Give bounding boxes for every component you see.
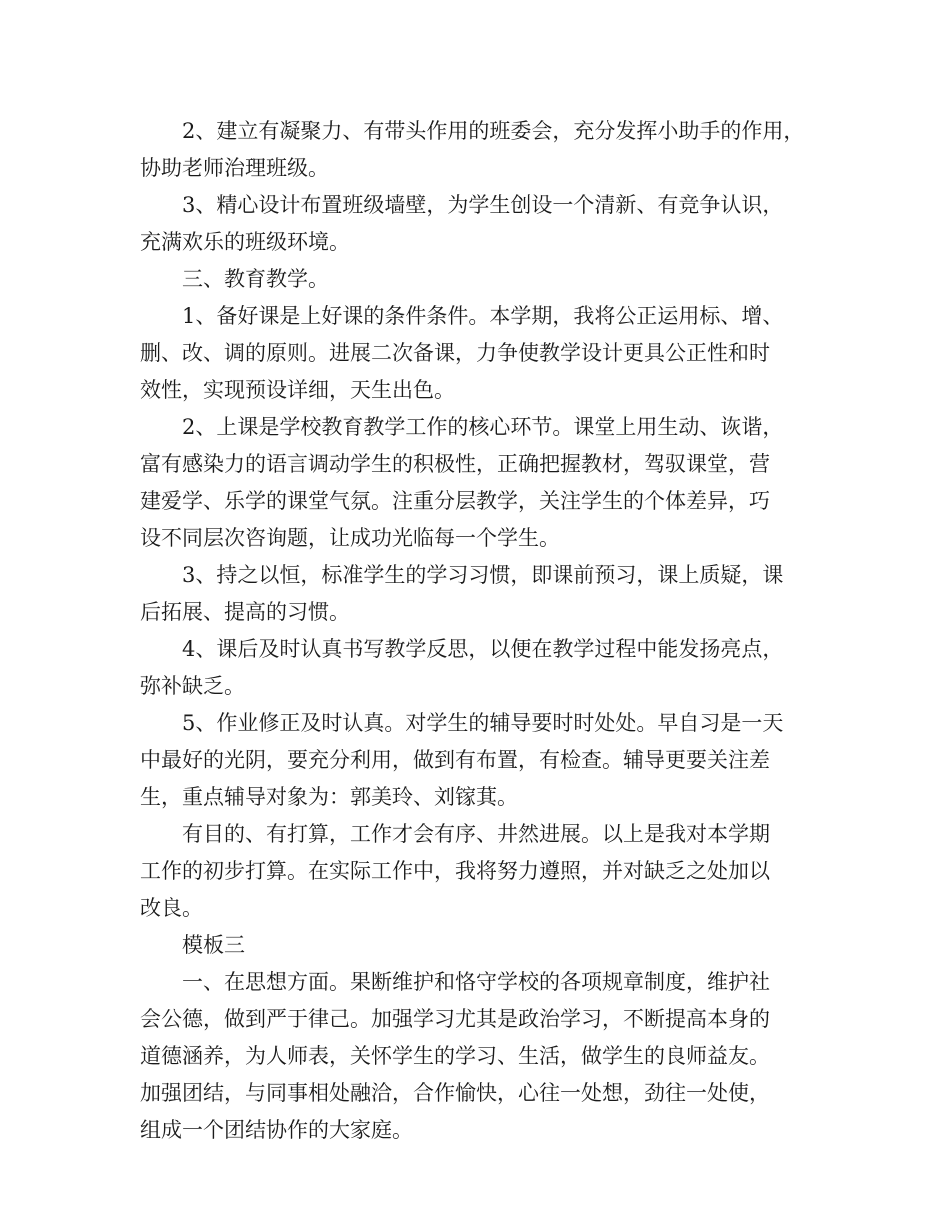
paragraph-line: 删、改、调的原则。进展二次备课，力争使教学设计更具公正性和时 [140, 341, 770, 365]
paragraph-line: 有目的、有打算，工作才会有序、井然进展。以上是我对本学期 [182, 822, 770, 846]
paragraph [140, 261, 815, 298]
paragraph-line: 模板三 [182, 933, 245, 957]
paragraph-line: 3、精心设计布置班级墙壁，为学生创设一个清新、有竞争认识， [182, 193, 784, 217]
paragraph [140, 298, 815, 409]
paragraph-line: 三、教育教学。 [182, 267, 329, 291]
paragraph-line: 道德涵养，为人师表，关怀学生的学习、生活，做学生的良师益友。 [140, 1044, 770, 1068]
paragraph-line: 1、备好课是上好课的条件条件。本学期，我将公正运用标、增、 [182, 304, 784, 328]
paragraph-line: 4、课后及时认真书写教学反思，以便在教学过程中能发扬亮点， [182, 637, 784, 661]
paragraph-line: 效性，实现预设详细，天生出色。 [140, 378, 455, 402]
paragraph-line: 3、持之以恒，标准学生的学习习惯，即课前预习，课上质疑，课 [182, 563, 784, 587]
document-body [140, 113, 815, 1149]
paragraph [140, 705, 815, 816]
paragraph [140, 964, 815, 1149]
paragraph-line: 组成一个团结协作的大家庭。 [140, 1118, 413, 1142]
paragraph [140, 927, 815, 964]
paragraph-line: 2、上课是学校教育教学工作的核心环节。课堂上用生动、诙谐， [182, 415, 784, 439]
paragraph-line: 后拓展、提高的习惯。 [140, 600, 350, 624]
paragraph [140, 816, 815, 927]
paragraph [140, 557, 815, 631]
paragraph-line: 生，重点辅导对象为：郭美玲、刘镓萁。 [140, 785, 518, 809]
paragraph-line: 一、在思想方面。果断维护和恪守学校的各项规章制度，维护社 [182, 970, 770, 994]
paragraph-line: 会公德，做到严于律己。加强学习尤其是政治学习，不断提高本身的 [140, 1007, 770, 1031]
paragraph-line: 中最好的光阴，要充分利用，做到有布置，有检查。辅导更要关注差 [140, 748, 770, 772]
paragraph [140, 409, 815, 557]
paragraph-line: 充满欢乐的班级环境。 [140, 230, 350, 254]
paragraph-line: 工作的初步打算。在实际工作中，我将努力遵照，并对缺乏之处加以 [140, 859, 770, 883]
paragraph-line: 改良。 [140, 896, 203, 920]
paragraph-line: 设不同层次咨询题，让成功光临每一个学生。 [140, 526, 560, 550]
paragraph-line: 2、建立有凝聚力、有带头作用的班委会，充分发挥小助手的作用， [182, 119, 805, 143]
paragraph-line: 弥补缺乏。 [140, 674, 245, 698]
paragraph-line: 协助老师治理班级。 [140, 156, 329, 180]
paragraph-line: 加强团结，与同事相处融洽，合作愉快，心往一处想，劲往一处使， [140, 1081, 770, 1105]
paragraph [140, 631, 815, 705]
paragraph-line: 5、作业修正及时认真。对学生的辅导要时时处处。早自习是一天 [182, 711, 784, 735]
paragraph-line: 建爱学、乐学的课堂气氛。注重分层教学，关注学生的个体差异，巧 [140, 489, 770, 513]
paragraph [140, 113, 815, 187]
paragraph [140, 187, 815, 261]
paragraph-line: 富有感染力的语言调动学生的积极性，正确把握教材，驾驭课堂，营 [140, 452, 770, 476]
